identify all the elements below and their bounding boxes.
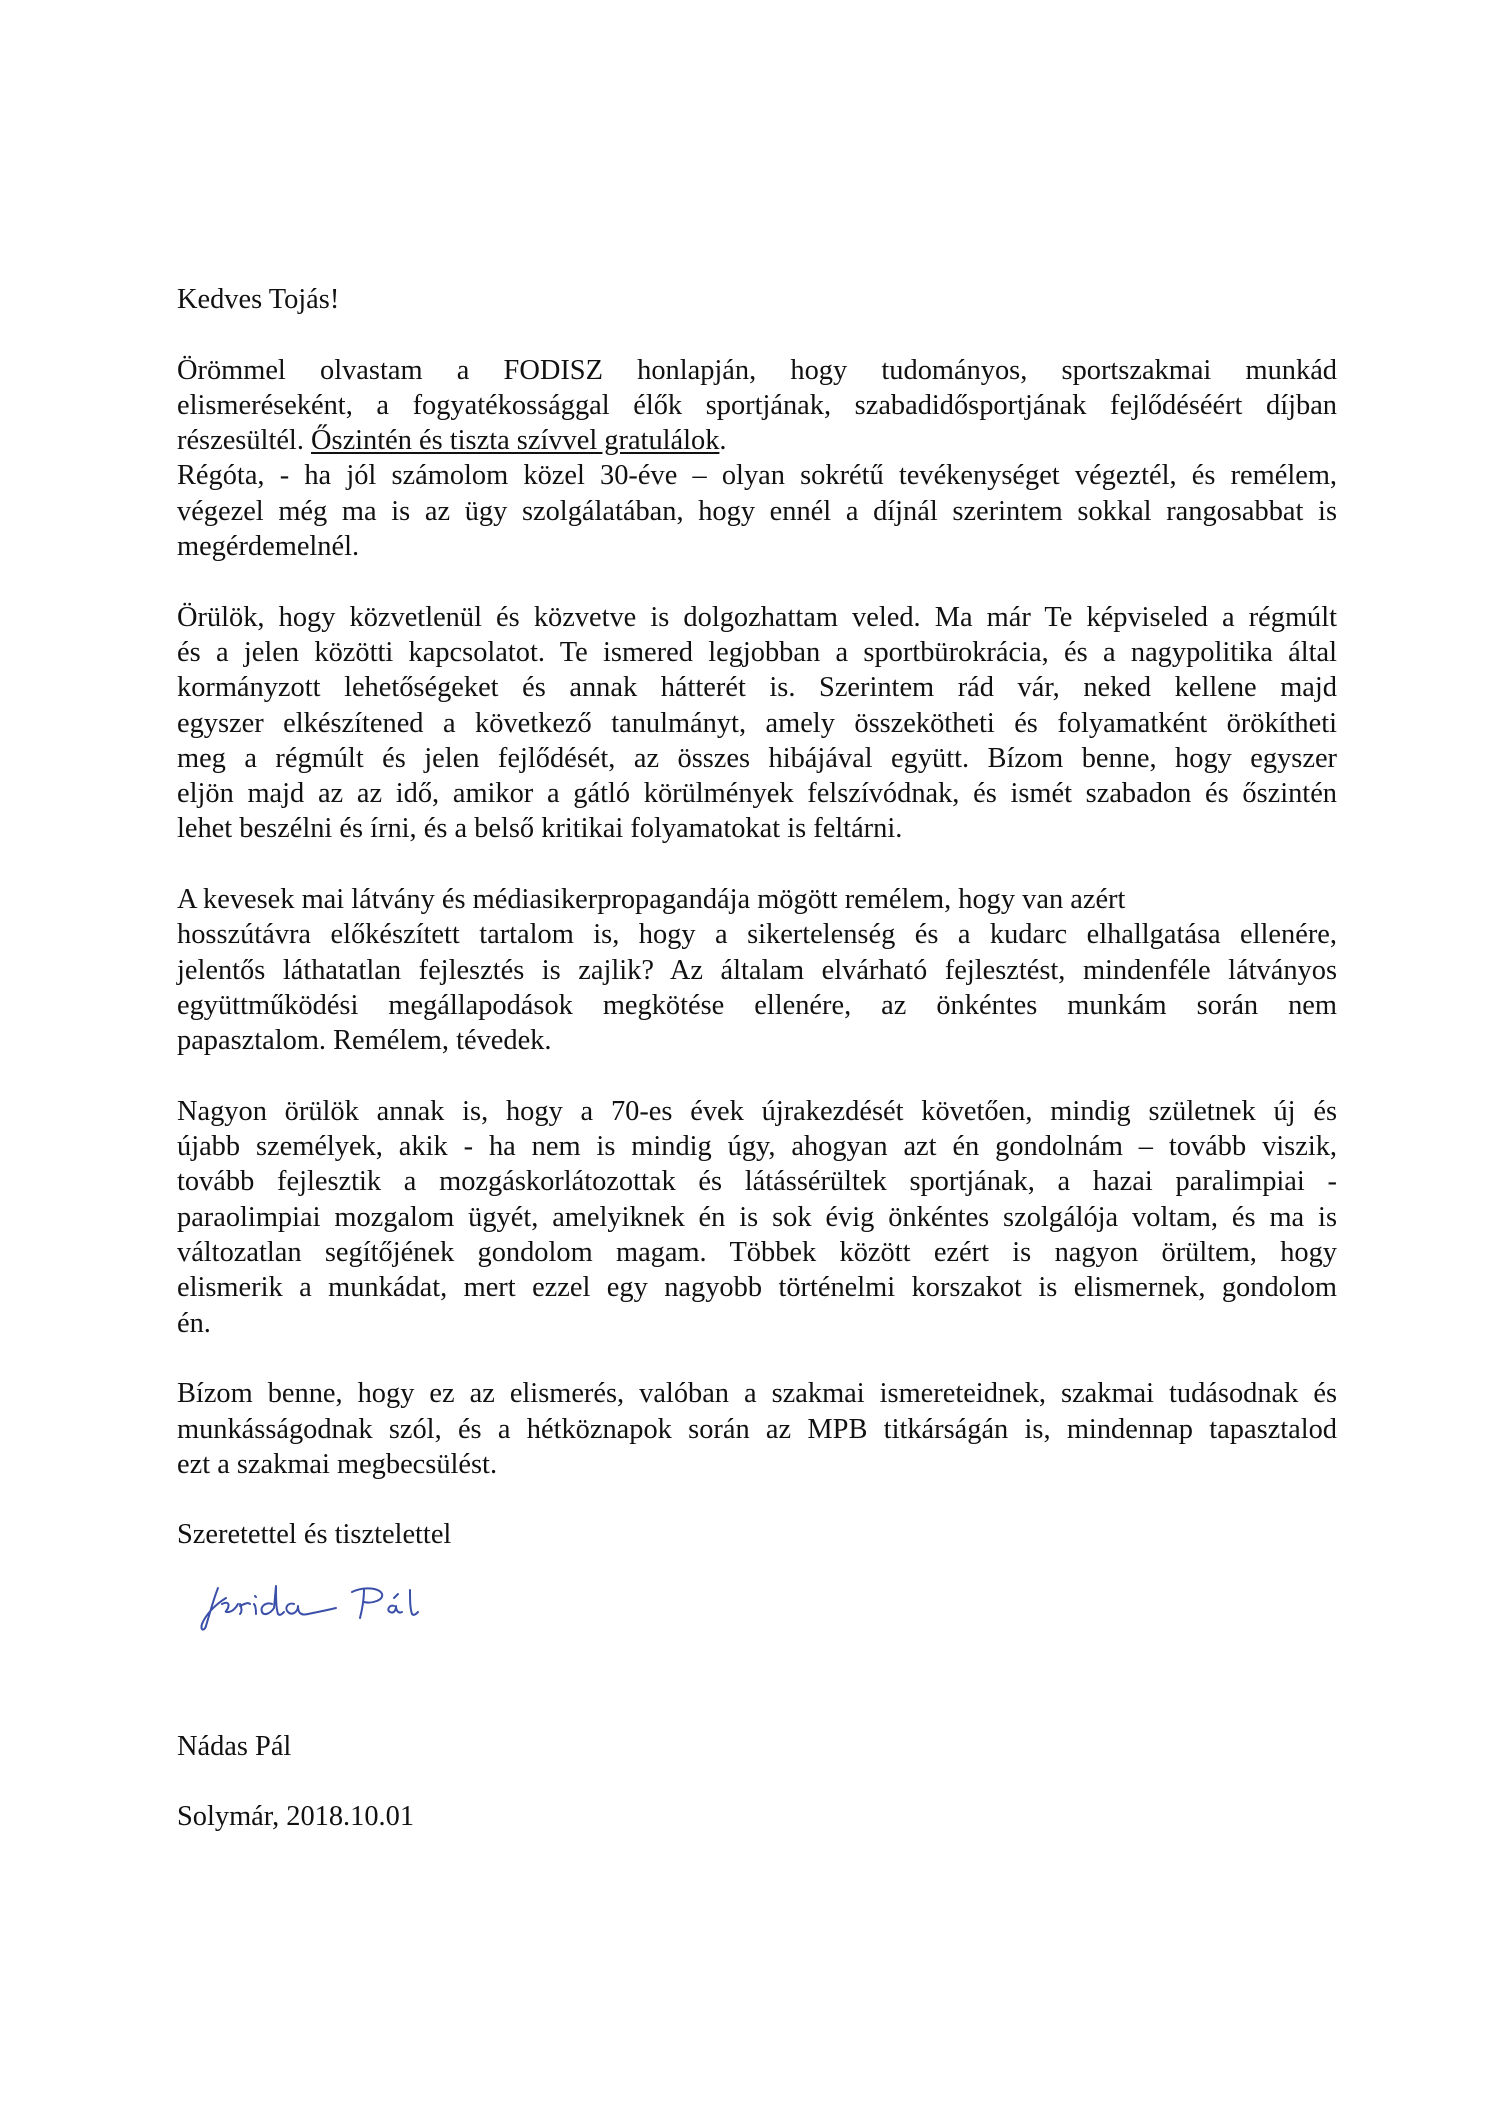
paragraph-2-line-5: meg a régmúlt és jelen fejlődését, az összes hibájával együtt. Bízom benne, hogy egyszer (177, 742, 1337, 774)
paragraph-1-line-3-post: . (719, 425, 727, 457)
paragraph-2-line-6: eljön majd az az idő, amikor a gátló körülmények felszívódnak, és ismét szabadon és őszintén (177, 778, 1337, 810)
paragraph-5-line-3: ezt a szakmai megbecsülést. (177, 1448, 498, 1480)
paragraph-3-line-3: jelentős láthatatlan fejlesztés is zajlik? Az általam elvárható fejlesztést, mindenféle látványos (177, 954, 1337, 986)
paragraph-1-line-4: Régóta, - ha jól számolom közel 30-éve – olyan sokrétű tevékenységet végeztél, és remélem, (177, 460, 1337, 492)
paragraph-2-line-2: és a jelen közötti kapcsolatot. Te ismered legjobban a sportbürokrácia, és a nagypolitika által (177, 636, 1337, 668)
paragraph-1-line-5: végezel még ma is az ügy szolgálatában, hogy ennél a díjnál szerintem sokkal rangosabbat is (177, 495, 1337, 527)
paragraph-gap (177, 1482, 1337, 1517)
paragraph-1-line-2: elismeréseként, a fogyatékossággal élők sportjának, szabadidősportjának fejlődéséért díjban (177, 389, 1337, 421)
paragraph-1-line-6: megérdemelnél. (177, 531, 360, 563)
paragraph-1-line-3-pre: részesültél. (177, 425, 312, 457)
paragraph-2-line-1: Örülök, hogy közvetlenül és közvetve is dolgozhattam veled. Ma már Te képviseled a régmúlt (177, 601, 1337, 633)
paragraph-gap (177, 847, 1337, 882)
paragraph-5 (177, 1376, 1337, 1482)
paragraph-1 (177, 353, 1337, 565)
paragraph-gap (177, 564, 1337, 599)
paragraph-4-line-1: Nagyon örülök annak is, hogy a 70-es évek újrakezdését követően, mindig születnek új és (177, 1095, 1337, 1127)
closing (177, 1517, 1337, 1552)
paragraph-2-line-3: kormányzott lehetőségeket és annak hátterét is. Szerintem rád vár, neked kellene majd (177, 672, 1337, 704)
sender-name (177, 1729, 1337, 1764)
paragraph-3-line-4: együttműködési megállapodások megkötése ellenére, az önkéntes munkám során nem (177, 989, 1337, 1021)
salutation-text: Kedves Tojás! (177, 284, 340, 315)
paragraph-5-line-1: Bízom benne, hogy ez az elismerés, valóban a szakmai ismereteidnek, szakmai tudásodnak és (177, 1378, 1337, 1410)
paragraph-4-line-7: én. (177, 1307, 211, 1339)
paragraph-gap (177, 317, 1337, 352)
paragraph-4-line-5: változatlan segítőjének gondolom magam. Többek között ezért is nagyon örültem, hogy (177, 1237, 1337, 1269)
handwritten-signature (196, 1568, 428, 1638)
paragraph-3-line-1: A kevesek mai látvány és médiasikerpropagandája mögött remélem, hogy van azért (177, 884, 1126, 916)
paragraph-2 (177, 600, 1337, 847)
paragraph-gap (177, 1059, 1337, 1094)
paragraph-2-line-7: lehet beszélni és írni, és a belső kritikai folyamatokat is feltárni. (177, 813, 903, 845)
paragraph-gap (177, 1764, 1337, 1799)
paragraph-4-line-2: újabb személyek, akik - ha nem is mindig úgy, ahogyan azt én gondolnám – tovább viszik, (177, 1131, 1337, 1163)
paragraph-3-line-2: hosszútávra előkészített tartalom is, hogy a sikertelenség és a kudarc elhallgatása ellenére, (177, 919, 1337, 951)
paragraph-3-line-5: papasztalom. Remélem, tévedek. (177, 1025, 552, 1057)
congratulation-underlined: Őszintén és tiszta szívvel gratulálok (311, 425, 720, 457)
paragraph-1-line-3 (177, 423, 1337, 458)
closing-text: Szeretettel és tisztelettel (177, 1519, 452, 1551)
paragraph-1-line-1: Örömmel olvastam a FODISZ honlapján, hogy tudományos, sportszakmai munkád (177, 354, 1337, 386)
sender-name-text: Nádas Pál (177, 1730, 292, 1762)
paragraph-2-line-4: egyszer elkészítened a következő tanulmányt, amely összekötheti és folyamatként örökítheti (177, 707, 1337, 739)
paragraph-5-line-2: munkásságodnak szól, és a hétköznapok során az MPB titkárságán is, mindennap tapasztalod (177, 1413, 1337, 1445)
paragraph-4-line-6: elismerik a munkádat, mert ezzel egy nagyobb történelmi korszakot is elismernek, gondolom (177, 1272, 1337, 1304)
paragraph-4 (177, 1094, 1337, 1341)
place-date-text: Solymár, 2018.10.01 (177, 1801, 415, 1833)
paragraph-4-line-4: paraolimpiai mozgalom ügyét, amelyiknek én is sok évig önkéntes szolgálója voltam, és ma is (177, 1201, 1337, 1233)
paragraph-3 (177, 882, 1337, 1058)
place-date (177, 1799, 1337, 1834)
paragraph-4-line-3: tovább fejlesztik a mozgáskorlátozottak és látássérültek sportjának, a hazai paralimpiai - (177, 1166, 1337, 1198)
paragraph-gap (177, 1341, 1337, 1376)
salutation (177, 282, 1337, 317)
